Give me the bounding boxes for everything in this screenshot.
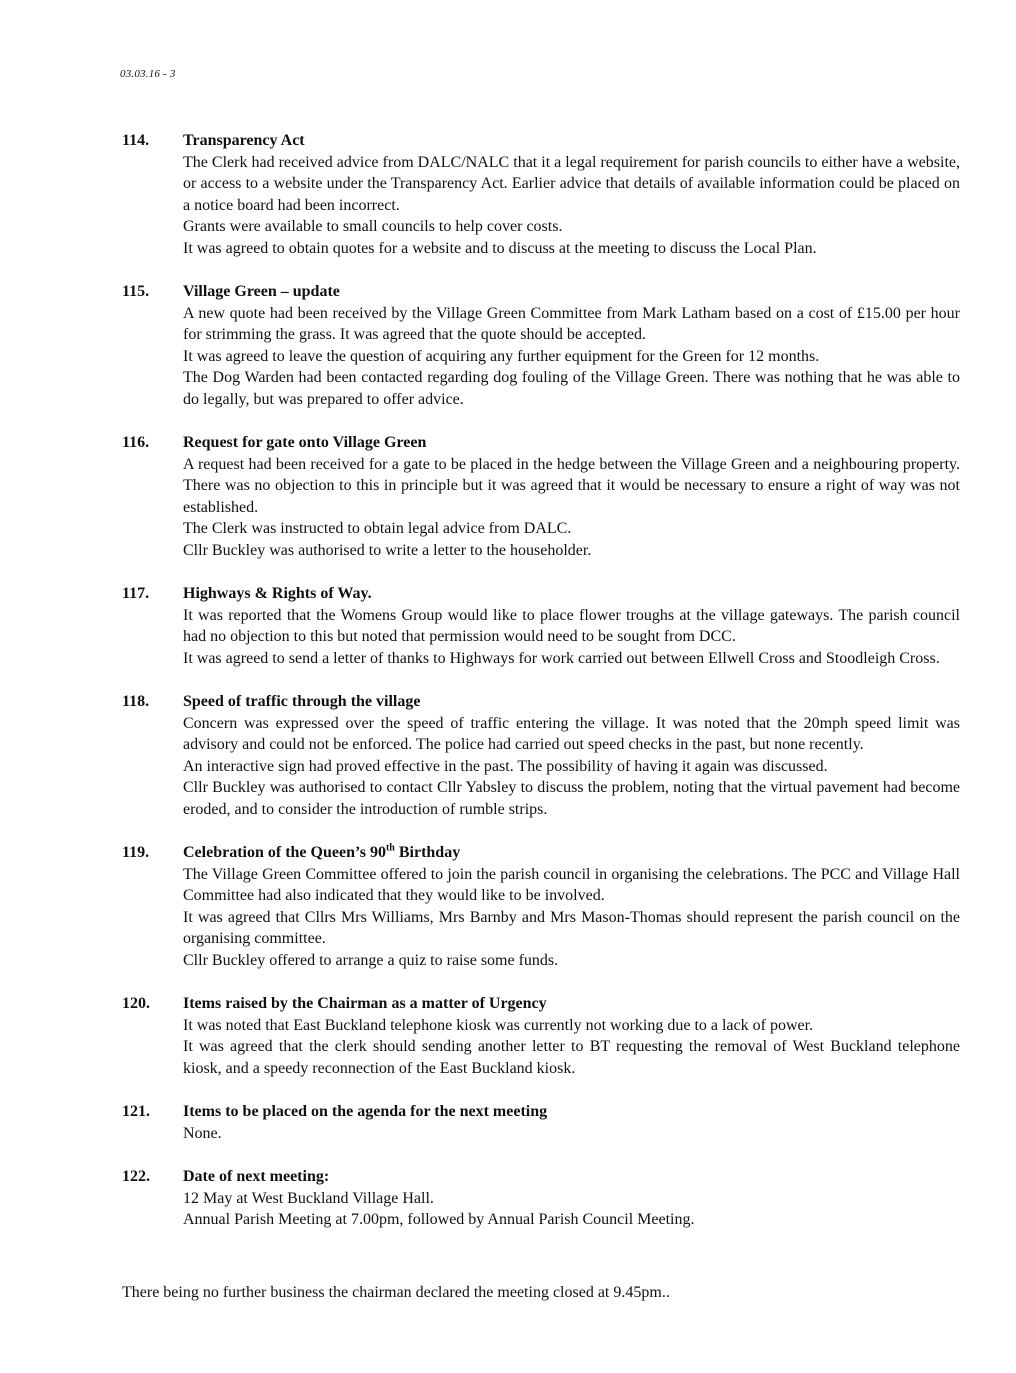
item-title: Request for gate onto Village Green: [183, 434, 427, 451]
item-number: 116.: [122, 434, 150, 451]
minute-item-122: [122, 1166, 960, 1231]
minute-item-115: [122, 281, 960, 410]
item-paragraph: The Dog Warden had been contacted regarding dog fouling of the Village Green. There was nothing that he was able to do legally, but was prepared to offer advice.: [183, 369, 960, 408]
item-title: Speed of traffic through the village: [183, 693, 421, 710]
item-number: 118.: [122, 693, 150, 710]
item-paragraph: Annual Parish Meeting at 7.00pm, followed by Annual Parish Council Meeting.: [183, 1211, 695, 1228]
closing-statement: There being no further business the chairman declared the meeting closed at 9.45pm..: [122, 1284, 670, 1301]
minute-item-116: [122, 432, 960, 561]
ordinal-suffix: th: [385, 842, 395, 854]
item-number: 119.: [122, 844, 150, 861]
item-paragraph: Grants were available to small councils to help cover costs.: [183, 218, 563, 235]
item-number: 114.: [122, 132, 150, 149]
item-number: 122.: [122, 1168, 150, 1185]
item-title: Items raised by the Chairman as a matter of Urgency: [183, 995, 547, 1012]
item-paragraph: A new quote had been received by the Village Green Committee from Mark Latham based on a cost of £15.00 per hour for strimming the grass. It was agreed that the quote should be accepted.: [183, 304, 960, 343]
item-title-text: Celebration of the Queen’s 90: [183, 844, 386, 861]
item-paragraph: It was agreed that Cllrs Mrs Williams, Mrs Barnby and Mrs Mason-Thomas should represent the parish council on the organising committee.: [183, 908, 960, 947]
item-paragraph: Cllr Buckley was authorised to write a letter to the householder.: [183, 541, 592, 559]
item-title: [183, 842, 960, 864]
item-title: Village Green – update: [183, 283, 340, 300]
minute-item-118: [122, 691, 960, 820]
item-title: Highways & Rights of Way.: [183, 585, 372, 602]
item-paragraph: 12 May at West Buckland Village Hall.: [183, 1189, 434, 1207]
item-title: Transparency Act: [183, 132, 305, 149]
item-paragraph: It was agreed to obtain quotes for a website and to discuss at the meeting to discuss the Local Plan.: [183, 239, 817, 257]
item-paragraph: Concern was expressed over the speed of traffic entering the village. It was noted that the 20mph speed limit was advisory and could not be enforced. The police had carried out speed checks in the past, but none recently.: [183, 714, 960, 753]
minute-item-120: [122, 993, 960, 1079]
item-paragraph: An interactive sign had proved effective in the past. The possibility of having it again was discussed.: [183, 757, 828, 775]
page-header-ref: 03.03.16 - 3: [120, 68, 176, 80]
minute-item-117: [122, 583, 960, 669]
item-paragraph: Cllr Buckley offered to arrange a quiz to raise some funds.: [183, 951, 559, 969]
item-number: 121.: [122, 1103, 150, 1120]
minutes-items: [122, 130, 960, 1253]
minute-item-121: [122, 1101, 960, 1144]
item-number: 117.: [122, 585, 150, 602]
item-paragraph: It was reported that the Womens Group would like to place flower troughs at the village gateways. The parish council had no objection to this but noted that permission would need to be sought from DCC.: [183, 606, 960, 645]
item-title: Date of next meeting:: [183, 1168, 330, 1185]
item-title-text-after: Birthday: [394, 844, 461, 861]
item-paragraph: It was agreed to send a letter of thanks to Highways for work carried out between Ellwell Cross and Stoodleigh Cross.: [183, 649, 940, 667]
item-paragraph: The Clerk was instructed to obtain legal advice from DALC.: [183, 520, 572, 537]
item-paragraph: Cllr Buckley was authorised to contact Cllr Yabsley to discuss the problem, noting that the virtual pavement had become eroded, and to consider the introduction of rumble strips.: [183, 779, 960, 818]
item-paragraph: The Village Green Committee offered to join the parish council in organising the celebrations. The PCC and Village Hall Committee had also indicated that they would like to be involved.: [183, 865, 960, 904]
item-number: 115.: [122, 283, 150, 300]
item-number: 120.: [122, 995, 150, 1012]
item-paragraph: None.: [183, 1124, 222, 1142]
item-paragraph: It was agreed that the clerk should sending another letter to BT requesting the removal of West Buckland telephone kiosk, and a speedy reconnection of the East Buckland kiosk.: [183, 1038, 960, 1077]
minute-item-119: [122, 842, 960, 971]
minute-item-114: [122, 130, 960, 259]
item-paragraph: It was noted that East Buckland telephone kiosk was currently not working due to a lack of power.: [183, 1016, 814, 1034]
item-paragraph: The Clerk had received advice from DALC/NALC that it a legal requirement for parish councils to either have a website, or access to a website under the Transparency Act. Earlier advice that details of available information could be placed on a notice board had been incorrect.: [183, 153, 960, 214]
item-paragraph: It was agreed to leave the question of acquiring any further equipment for the Green for 12 months.: [183, 347, 820, 365]
item-title: Items to be placed on the agenda for the next meeting: [183, 1103, 548, 1120]
item-paragraph: A request had been received for a gate to be placed in the hedge between the Village Green and a neighbouring property. There was no objection to this in principle but it was agreed that it would be necessary to ensure a right of way was not established.: [183, 455, 960, 516]
